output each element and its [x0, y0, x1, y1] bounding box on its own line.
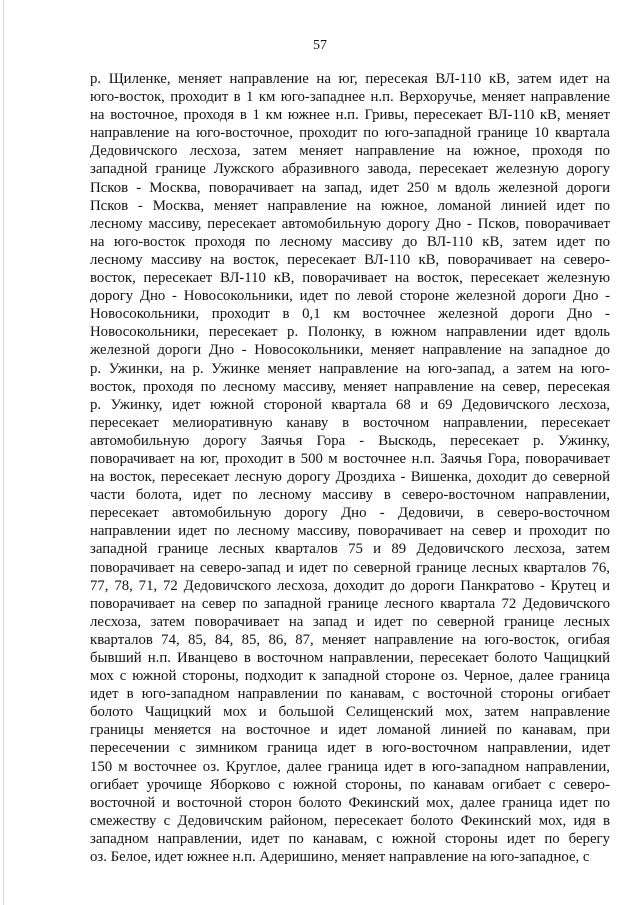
- text-line: на восточное, проходя в 1 км южнее н.п. Гривы, пересекает ВЛ-110 кВ, меняет: [90, 107, 610, 124]
- text-line: идет в юго-западном направлении по канавам, с восточной стороны огибает: [90, 686, 610, 703]
- text-line: на юго-восток проходя по лесному массиву до ВЛ-110 кВ, затем идет по: [90, 233, 610, 250]
- text-line: на восток, пересекает лесную дорогу Дроздиха - Вишенка, доходит до северной: [90, 469, 610, 486]
- text-line: р. Ужинку, идет южной стороной квартала 68 и 69 Дедовичского лесхоза,: [90, 396, 610, 413]
- text-line: Псков - Москва, поворачивает на запад, идет 250 м вдоль железной дороги: [90, 179, 610, 196]
- text-line: направление на юго-восточное, проходит по юго-западной границе 10 квартала: [90, 125, 610, 142]
- text-line: р. Ужинки, на р. Ужинке меняет направление на юго-запад, а затем на юго-: [90, 360, 610, 377]
- text-line: лесному массиву на восток, пересекает ВЛ-110 кВ, поворачивает на северо-: [90, 251, 610, 268]
- text-line: пересекает автомобильную дорогу Дно - Дедовичи, в северо-восточном: [90, 505, 610, 522]
- text-line: западной границе лесных кварталов 75 и 89 Дедовичского лесхоза, затем: [90, 541, 610, 558]
- text-line: западном направлении, идет по канавам, с южной стороны идет по берегу: [90, 830, 610, 847]
- body-text: [90, 70, 610, 866]
- text-line: мох с южной стороны, подходит к западной стороне оз. Черное, далее граница: [90, 668, 610, 685]
- text-line: дорогу Дно - Новосокольники, идет по левой стороне железной дороги Дно -: [90, 288, 610, 305]
- text-line: Новосокольники, пересекает р. Полонку, в южном направлении идет вдоль: [90, 324, 610, 341]
- text-line: Псков - Москва, меняет направление на южное, ломаной линией идет по: [90, 197, 610, 214]
- text-line: границы меняется на восточное и идет ломаной линией по канавам, при: [90, 722, 610, 739]
- text-line: поворачивает на юг, проходит в 500 м восточнее н.п. Заячья Гора, поворачивает: [90, 450, 610, 467]
- text-line: 150 м восточнее оз. Круглое, далее граница идет в юго-западном направлении,: [90, 758, 610, 775]
- text-line: пересечении с зимником граница идет в юго-восточном направлении, идет: [90, 740, 610, 757]
- text-line: железной дороги Дно - Новосокольники, меняет направление на западное до: [90, 342, 610, 359]
- text-line: поворачивает на север по западной границе лесного квартала 72 Дедовичского: [90, 595, 610, 612]
- text-line: р. Щиленке, меняет направление на юг, пересекая ВЛ-110 кВ, затем идет на: [90, 71, 610, 87]
- text-line: восток, проходя по лесному массиву, меняет направление на север, пересекая: [90, 378, 610, 395]
- text-line: смежеству с Дедовичским районом, пересекает болото Фекинский мох, идя в: [90, 812, 610, 829]
- scan-edge: [3, 0, 4, 905]
- text-line: восток, пересекает ВЛ-110 кВ, поворачивает на восток, пересекает железную: [90, 270, 610, 287]
- text-line: восточной и восточной сторон болото Фекинский мох, далее граница идет по: [90, 794, 610, 811]
- text-line: огибает урочище Яборково с южной стороны, по канавам огибает с северо-: [90, 776, 610, 793]
- text-line: бывший н.п. Иванцево в восточном направлении, пересекает болото Чащицкий: [90, 650, 610, 666]
- text-line: кварталов 74, 85, 84, 85, 86, 87, меняет направление на юго-восток, огибая: [90, 631, 610, 648]
- text-line: части болота, идет по лесному массиву в северо-восточном направлении,: [90, 487, 610, 504]
- text-line: оз. Белое, идет южнее н.п. Адеришино, меняет направление на юго-западное, с: [90, 849, 590, 866]
- text-line: лесному массиву, пересекает автомобильную дорогу Дно - Псков, поворачивает: [90, 215, 610, 232]
- text-line: Дедовичского лесхоза, затем меняет направление на южное, проходя по: [90, 143, 610, 160]
- text-line: западной границе Лужского абразивного завода, пересекает железную дорогу: [90, 161, 610, 178]
- text-line: автомобильную дорогу Заячья Гора - Выскодь, пересекает р. Ужинку,: [90, 432, 610, 449]
- text-line: 77, 78, 71, 72 Дедовичского лесхоза, доходит до дороги Панкратово - Крутец и: [90, 577, 610, 594]
- page-number: 57: [313, 38, 327, 53]
- text-line: лесхоза, затем поворачивает на запад и идет по северной границе лесных: [90, 613, 610, 630]
- text-line: пересекает мелиоративную канаву в восточном направлении, пересекает: [90, 414, 610, 431]
- text-line: болото Чащицкий мох и большой Селищенский мох, затем направление: [90, 704, 610, 721]
- text-line: юго-восток, проходит в 1 км юго-западнее н.п. Верхоручье, меняет направление: [90, 89, 610, 106]
- text-line: Новосокольники, проходит в 0,1 км восточнее железной дороги Дно -: [90, 306, 610, 323]
- text-line: направлении идет по лесному массиву, поворачивает на север и проходит по: [90, 523, 610, 540]
- text-line: поворачивает на северо-запад и идет по северной границе лесных кварталов 76,: [90, 559, 610, 576]
